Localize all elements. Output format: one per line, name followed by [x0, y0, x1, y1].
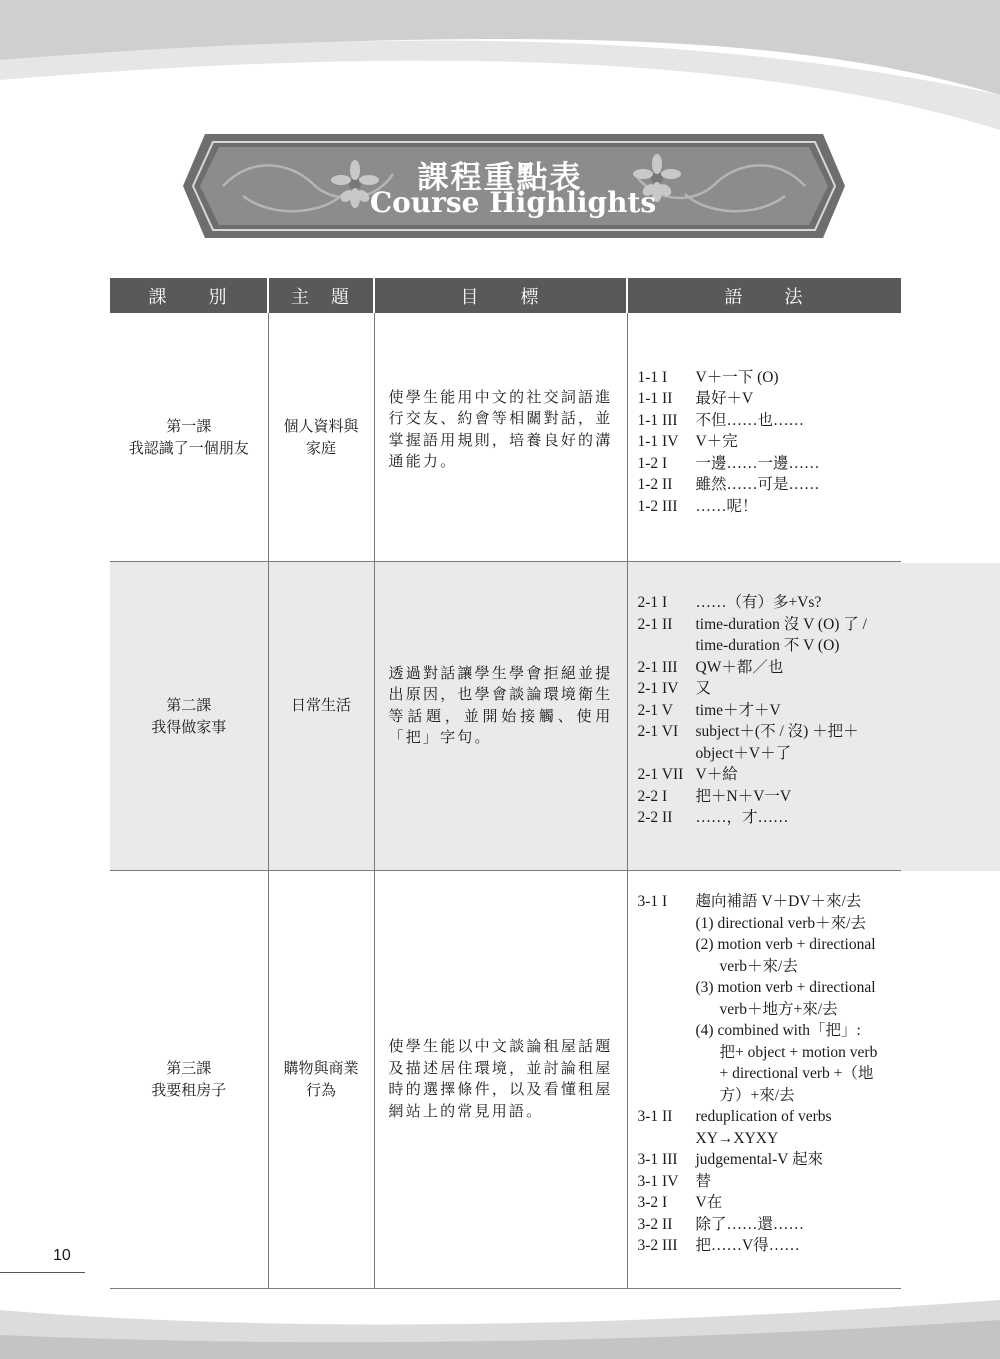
- grammar-text: V＋完: [695, 433, 738, 450]
- grammar-item: [638, 913, 892, 935]
- grammar-code: [638, 956, 696, 978]
- grammar-text: 把……V得……: [695, 1237, 800, 1255]
- grammar-item: [638, 1020, 892, 1042]
- grammar-text: ……，才……: [695, 809, 789, 827]
- grammar-text: (2) motion verb + directional: [695, 936, 876, 954]
- grammar-item: [638, 807, 892, 829]
- topic-cell: [268, 561, 374, 870]
- grammar-text: V在: [695, 1194, 723, 1212]
- grammar-item: [638, 367, 892, 389]
- grammar-text: + directional verb +（地: [719, 1065, 874, 1083]
- grammar-code: 1-2 I: [637, 454, 668, 472]
- grammar-item: [638, 786, 892, 808]
- grammar-code: 2-1 IV: [637, 680, 679, 698]
- grammar-text: 趨向補語 V＋DV＋來/去: [695, 893, 862, 911]
- lesson-number: 第三課: [166, 1059, 212, 1077]
- goal-text: 使學生能以中文談論租屋話題及描述居住環境，並討論租屋時的選擇條件，以及看懂租屋網站上的常見用語。: [388, 1037, 613, 1120]
- grammar-item: [638, 474, 892, 496]
- grammar-code: [638, 977, 696, 999]
- grammar-text: 一邊……一邊……: [695, 454, 820, 472]
- grammar-text: V＋給: [695, 766, 738, 784]
- topic-line: 行為: [305, 1081, 336, 1099]
- grammar-code: 3-2 II: [637, 1215, 673, 1233]
- grammar-code: 2-1 VI: [637, 723, 679, 741]
- grammar-item: [638, 657, 892, 679]
- grammar-item: [638, 977, 892, 999]
- grammar-code: 1-2 II: [637, 476, 673, 493]
- grammar-text: ……呢！: [695, 497, 758, 515]
- grammar-item: [638, 891, 892, 913]
- grammar-code: [638, 743, 696, 765]
- goal-text: 使學生能用中文的社交詞語進行交友、約會等相關對話，並掌握語用規則，培養良好的溝通能力。: [388, 387, 613, 471]
- grammar-text: verb＋地方+來/去: [719, 1000, 838, 1018]
- grammar-text: 把+ object + motion verb: [719, 1043, 878, 1061]
- grammar-code: [638, 635, 696, 657]
- grammar-code: [638, 1128, 696, 1150]
- topic-cell: [268, 313, 374, 561]
- table-row: [110, 561, 901, 870]
- grammar-item: [638, 431, 892, 453]
- grammar-code: [638, 1042, 696, 1064]
- grammar-text: 方）+來/去: [719, 1086, 795, 1104]
- grammar-text: object＋V＋了: [695, 744, 792, 762]
- grammar-item: [638, 678, 892, 700]
- lesson-cell: [110, 561, 268, 870]
- header-lesson: 課 別: [110, 278, 268, 313]
- lesson-cell: [110, 313, 268, 561]
- grammar-item: [638, 934, 892, 956]
- banner-title-en: Course Highlights: [369, 186, 657, 219]
- lesson-number: 第一課: [166, 416, 212, 435]
- grammar-code: 2-1 I: [637, 594, 668, 612]
- grammar-code: [638, 1020, 696, 1042]
- grammar-code: 3-2 III: [637, 1237, 678, 1255]
- grammar-cell: [627, 561, 901, 870]
- topic-line: 日常生活: [290, 695, 351, 714]
- grammar-item: [638, 1171, 892, 1193]
- grammar-item: [638, 1214, 892, 1236]
- topic-cell: [268, 870, 374, 1288]
- grammar-item: [638, 1042, 892, 1064]
- grammar-item: [638, 635, 892, 657]
- grammar-code: 1-1 III: [637, 411, 678, 429]
- grammar-code: 3-1 IV: [637, 1172, 679, 1190]
- grammar-cell: [627, 313, 901, 561]
- grammar-text: reduplication of verbs: [695, 1108, 832, 1126]
- grammar-item: [638, 496, 892, 518]
- grammar-code: 3-1 II: [637, 1108, 673, 1126]
- grammar-text: 又: [695, 680, 712, 698]
- grammar-item: [638, 999, 892, 1021]
- grammar-item: [638, 1235, 892, 1257]
- grammar-item: [638, 1106, 892, 1128]
- grammar-item: [638, 721, 892, 743]
- grammar-text: 雖然……可是……: [695, 476, 820, 493]
- grammar-text: judgemental-V 起來: [695, 1151, 824, 1169]
- grammar-item: [638, 1192, 892, 1214]
- goal-cell: [374, 561, 627, 870]
- grammar-text: 把＋N＋V一V: [695, 787, 792, 805]
- grammar-code: 3-1 I: [637, 893, 668, 911]
- grammar-item: [638, 1128, 892, 1150]
- grammar-cell: [627, 870, 901, 1288]
- lesson-title: 我認識了一個朋友: [128, 438, 249, 457]
- topic-line: 購物與商業: [283, 1059, 359, 1077]
- grammar-code: 1-1 I: [637, 368, 668, 386]
- table-row: [110, 870, 901, 1288]
- grammar-code: 2-2 I: [637, 787, 668, 805]
- grammar-item: [638, 614, 892, 636]
- grammar-text: (3) motion verb + directional: [695, 979, 876, 997]
- goal-cell: [374, 313, 627, 561]
- grammar-code: [638, 934, 696, 956]
- page-number-rule: [0, 1272, 85, 1273]
- header-topic: 主 題: [268, 278, 374, 313]
- grammar-code: 1-1 IV: [637, 433, 679, 450]
- banner-title-zh: 課程重點表: [417, 160, 583, 196]
- grammar-code: 2-1 II: [637, 615, 673, 633]
- grammar-text: 除了……還……: [695, 1215, 805, 1233]
- grammar-code: 2-1 III: [637, 658, 678, 676]
- grammar-item: [638, 764, 892, 786]
- grammar-text: 不但……也……: [695, 411, 805, 429]
- grammar-item: [638, 956, 892, 978]
- course-highlights-table: [110, 278, 901, 1289]
- header-grammar: 語 法: [627, 278, 901, 313]
- grammar-item: [638, 592, 892, 614]
- grammar-code: 2-2 II: [637, 809, 673, 827]
- grammar-code: [638, 999, 696, 1021]
- grammar-code: [638, 913, 696, 935]
- page-number: 10: [53, 1247, 71, 1264]
- grammar-item: [638, 1085, 892, 1107]
- grammar-item: [638, 453, 892, 475]
- grammar-list: [638, 367, 892, 518]
- grammar-code: 2-1 V: [637, 701, 673, 719]
- grammar-item: [638, 1149, 892, 1171]
- grammar-list: [638, 891, 892, 1257]
- goal-cell: [374, 870, 627, 1288]
- row-shade-extension: [901, 563, 1000, 871]
- grammar-item: [638, 700, 892, 722]
- grammar-text: ……（有）多+Vs?: [695, 594, 822, 612]
- grammar-text: 替: [695, 1172, 712, 1190]
- grammar-item: [638, 743, 892, 765]
- grammar-text: V＋一下 (O): [695, 368, 779, 386]
- topic-line: 個人資料與: [283, 416, 359, 435]
- grammar-text: (1) directional verb＋來/去: [695, 914, 866, 932]
- grammar-text: 最好＋V: [695, 390, 754, 407]
- grammar-code: 3-1 III: [637, 1151, 678, 1169]
- topic-line: 家庭: [305, 438, 336, 457]
- grammar-text: verb＋來/去: [719, 957, 798, 975]
- grammar-text: QW＋都／也: [695, 658, 784, 676]
- grammar-text: (4) combined with「把」:: [695, 1022, 861, 1040]
- grammar-code: 3-2 I: [637, 1194, 668, 1212]
- grammar-code: [638, 1085, 696, 1107]
- grammar-code: [638, 1063, 696, 1085]
- grammar-list: [638, 592, 892, 829]
- grammar-item: [638, 388, 892, 410]
- grammar-text: time-duration 沒 V (O) 了 /: [695, 615, 867, 633]
- grammar-text: subject＋(不 / 沒) ＋把＋: [695, 723, 859, 741]
- table-header-row: [110, 278, 901, 313]
- lesson-title: 我要租房子: [151, 1081, 227, 1099]
- grammar-item: [638, 1063, 892, 1085]
- lesson-number: 第二課: [166, 695, 212, 714]
- grammar-text: XY→XYXY: [695, 1129, 779, 1147]
- grammar-code: 1-2 III: [637, 497, 678, 515]
- grammar-code: 1-1 II: [637, 390, 673, 407]
- grammar-text: time-duration 不 V (O): [695, 637, 840, 655]
- grammar-code: 2-1 VII: [637, 766, 684, 784]
- table-row: [110, 313, 901, 561]
- grammar-item: [638, 410, 892, 432]
- grammar-text: time＋才＋V: [695, 701, 781, 719]
- goal-text: 透過對話讓學生學會拒絕並提出原因，也學會談論環境衛生等話題，並開始接觸、使用「把」字句。: [388, 663, 613, 746]
- header-goal: 目 標: [374, 278, 627, 313]
- lesson-title: 我得做家事: [151, 717, 227, 736]
- lesson-cell: [110, 870, 268, 1288]
